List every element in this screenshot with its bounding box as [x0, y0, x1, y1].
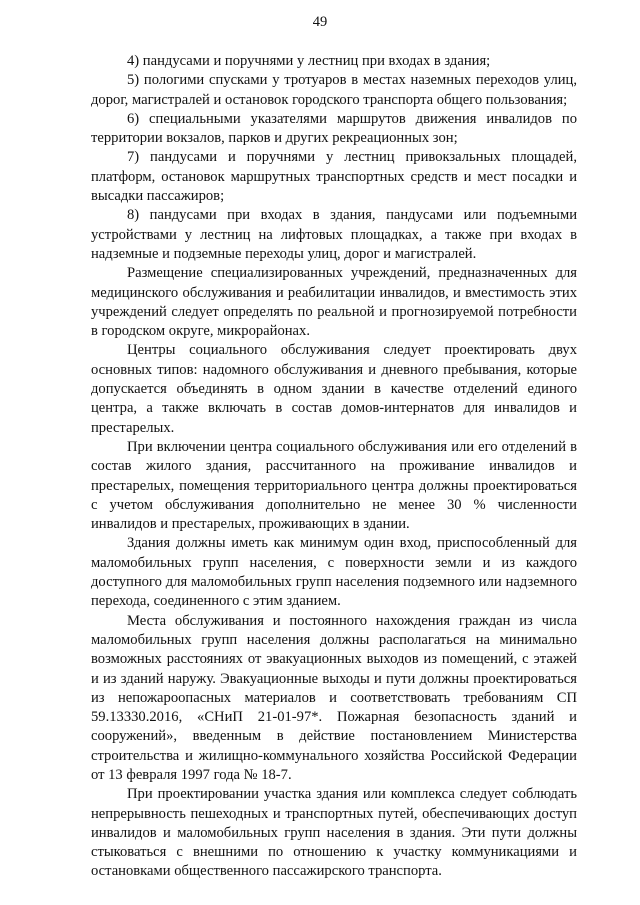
- page-number: 49: [312, 14, 328, 30]
- paragraph-site-design: При проектировании участка здания или комплекса следует соблюдать непрерывность пешеходных и транспортных путей, обеспечивающих доступ инвалидов и маломобильных групп населения в здания. Эти пути должны стыковаться с внешними по отношению к участку коммуникациями и остановками общественного пассажирского транспорта.: [91, 786, 577, 880]
- paragraph-item-6: 6) специальными указателями маршрутов движения инвалидов по территории вокзалов, парков и других рекреационных зон;: [91, 110, 577, 147]
- paragraph-item-5: 5) пологими спусками у тротуаров в местах наземных переходов улиц, дорог, магистралей и остановок городского транспорта общего пользования;: [91, 72, 577, 108]
- paragraph-item-7: 7) пандусами и поручнями у лестниц привокзальных площадей, платформ, остановок маршрутных транспортных средств и мест посадки и высадки пассажиров;: [91, 149, 577, 205]
- paragraph-social-service-centers: Центры социального обслуживания следует проектировать двух основных типов: надомного обслуживания и дневного пребывания, которые допускается объединять в одном здании в качестве отделений единого центра, а также включать в состав домов-интернатов для инвалидов и престарелых.: [91, 342, 577, 436]
- paragraph-item-8: 8) пандусами при входах в здания, пандусами или подъемными устройствами у лестниц на лифтовых площадках, а также при входах в надземные и подземные переходы улиц, дорог и магистралей.: [91, 207, 577, 262]
- paragraph-item-4: 4) пандусами и поручнями у лестниц при входах в здания;: [127, 53, 491, 69]
- paragraph-residential-inclusion: При включении центра социального обслуживания или его отделений в состав жилого здания, рассчитанного на проживание инвалидов и престарелых, помещения территориального центра должны проектироваться с учетом обслуживания дополнительно не менее 30 % численности инвалидов и престарелых, проживающих в здании.: [91, 438, 577, 533]
- document-body: [91, 52, 577, 882]
- paragraph-building-entrance: Здания должны иметь как минимум один вход, приспособленный для маломобильных групп населения, с поверхности земли и из каждого доступного для маломобильных групп населения подземного или надземного перехода, соединенного с этим зданием.: [91, 535, 577, 610]
- paragraph-evacuation: Места обслуживания и постоянного нахождения граждан из числа маломобильных групп населения должны располагаться на минимально возможных расстояниях от эвакуационных выходов из помещений, с этажей и из зданий наружу. Эвакуационные выходы и пути должны проектироваться из непожароопасных материалов и соответствовать требованиям СП 59.13330.2016, «СНиП 21-01-97*. Пожарная безопасность зданий и сооружений», введенным в действие постановлением Министерства строительства и жилищно-коммунального хозяйства Российской Федерации от 13 февраля 1997 года № 18-7.: [91, 612, 577, 783]
- paragraph-specialized-institutions: Размещение специализированных учреждений, предназначенных для медицинского обслуживания и реабилитации инвалидов, и вместимость этих учреждений следует определять по реальной и прогнозируемой потребности в городском округе, микрорайонах.: [91, 265, 577, 340]
